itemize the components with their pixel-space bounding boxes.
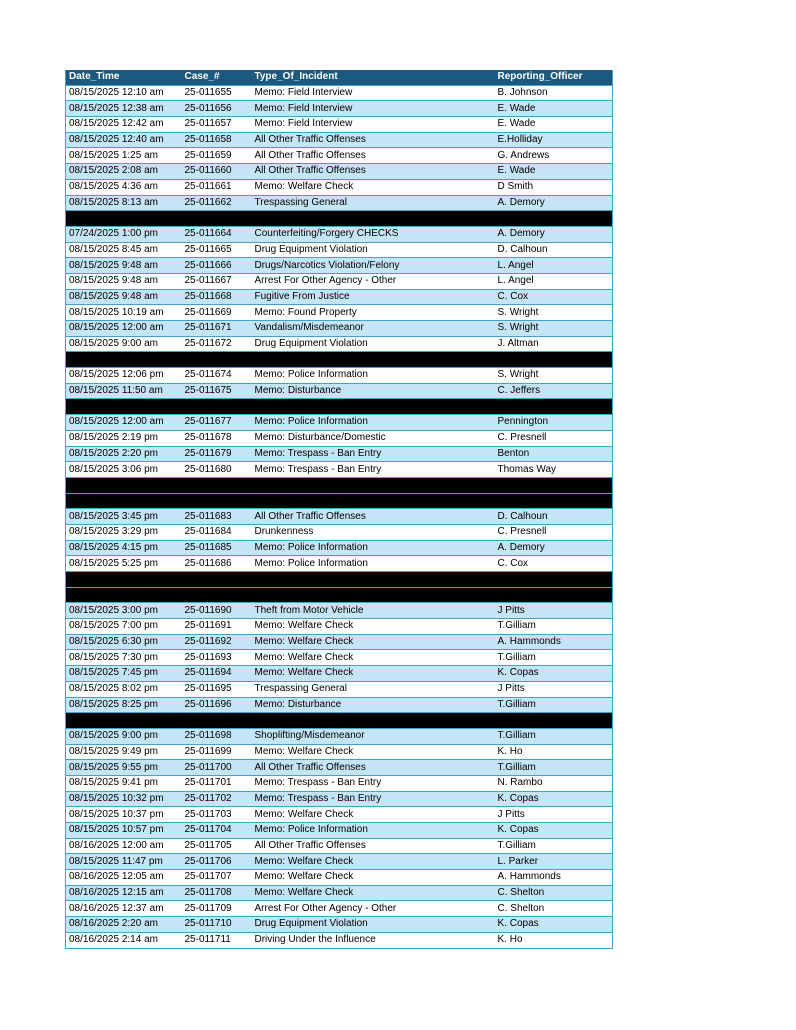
redacted-row xyxy=(66,713,613,729)
cell-type-of-incident: Drug Equipment Violation xyxy=(252,917,495,933)
cell-reporting-officer: G. Andrews xyxy=(495,148,613,164)
cell-type-of-incident: Trespassing General xyxy=(252,195,495,211)
cell-reporting-officer: S. Wright xyxy=(495,321,613,337)
cell-date-time: 08/15/2025 12:00 am xyxy=(66,321,182,337)
cell-type-of-incident: Theft from Motor Vehicle xyxy=(252,603,495,619)
cell-date-time: 08/16/2025 12:37 am xyxy=(66,901,182,917)
cell-case-number: 25-011703 xyxy=(182,807,252,823)
redacted-cell xyxy=(495,211,613,227)
cell-reporting-officer: C. Presnell xyxy=(495,430,613,446)
table-row xyxy=(66,917,613,933)
cell-date-time: 08/15/2025 10:32 pm xyxy=(66,791,182,807)
cell-type-of-incident: Memo: Disturbance/Domestic xyxy=(252,430,495,446)
header-case-number: Case_# xyxy=(182,70,252,85)
cell-case-number: 25-011691 xyxy=(182,619,252,635)
cell-case-number: 25-011659 xyxy=(182,148,252,164)
cell-type-of-incident: Memo: Welfare Check xyxy=(252,870,495,886)
cell-reporting-officer: D. Calhoun xyxy=(495,509,613,525)
table-row xyxy=(66,446,613,462)
redacted-row xyxy=(66,352,613,368)
cell-reporting-officer: L. Angel xyxy=(495,273,613,289)
cell-reporting-officer: J Pitts xyxy=(495,603,613,619)
cell-case-number: 25-011701 xyxy=(182,775,252,791)
cell-case-number: 25-011702 xyxy=(182,791,252,807)
cell-date-time: 08/15/2025 9:00 pm xyxy=(66,728,182,744)
redacted-cell xyxy=(252,352,495,368)
redacted-cell xyxy=(495,572,613,588)
cell-type-of-incident: All Other Traffic Offenses xyxy=(252,509,495,525)
cell-reporting-officer: T.Gilliam xyxy=(495,619,613,635)
table-row xyxy=(66,117,613,133)
table-row xyxy=(66,383,613,399)
cell-date-time: 08/15/2025 12:00 am xyxy=(66,415,182,431)
redacted-row xyxy=(66,399,613,415)
cell-reporting-officer: J Pitts xyxy=(495,807,613,823)
incident-log-table xyxy=(65,70,613,949)
cell-type-of-incident: Memo: Welfare Check xyxy=(252,179,495,195)
cell-type-of-incident: Drug Equipment Violation xyxy=(252,242,495,258)
cell-type-of-incident: Counterfeiting/Forgery CHECKS xyxy=(252,226,495,242)
cell-case-number: 25-011671 xyxy=(182,321,252,337)
cell-date-time: 08/15/2025 11:50 am xyxy=(66,383,182,399)
cell-case-number: 25-011656 xyxy=(182,101,252,117)
cell-case-number: 25-011678 xyxy=(182,430,252,446)
cell-date-time: 08/15/2025 9:49 pm xyxy=(66,744,182,760)
table-row xyxy=(66,195,613,211)
cell-date-time: 08/15/2025 6:30 pm xyxy=(66,634,182,650)
redacted-cell xyxy=(182,713,252,729)
redacted-cell xyxy=(182,477,252,493)
cell-date-time: 08/15/2025 9:48 am xyxy=(66,289,182,305)
cell-reporting-officer: T.Gilliam xyxy=(495,697,613,713)
table-row xyxy=(66,775,613,791)
cell-reporting-officer: C. Cox xyxy=(495,556,613,572)
cell-case-number: 25-011705 xyxy=(182,838,252,854)
cell-case-number: 25-011699 xyxy=(182,744,252,760)
redacted-cell xyxy=(495,477,613,493)
table-row xyxy=(66,321,613,337)
cell-date-time: 08/15/2025 7:00 pm xyxy=(66,619,182,635)
table-row xyxy=(66,728,613,744)
cell-reporting-officer: D Smith xyxy=(495,179,613,195)
redacted-cell xyxy=(252,493,495,509)
redacted-cell xyxy=(252,713,495,729)
cell-case-number: 25-011686 xyxy=(182,556,252,572)
cell-type-of-incident: All Other Traffic Offenses xyxy=(252,760,495,776)
cell-date-time: 08/16/2025 2:14 am xyxy=(66,932,182,948)
table-row xyxy=(66,242,613,258)
cell-type-of-incident: All Other Traffic Offenses xyxy=(252,132,495,148)
cell-type-of-incident: Memo: Police Information xyxy=(252,556,495,572)
table-row xyxy=(66,179,613,195)
cell-case-number: 25-011680 xyxy=(182,462,252,478)
cell-case-number: 25-011675 xyxy=(182,383,252,399)
redacted-cell xyxy=(252,211,495,227)
cell-case-number: 25-011685 xyxy=(182,540,252,556)
redacted-cell xyxy=(182,399,252,415)
cell-type-of-incident: Memo: Police Information xyxy=(252,368,495,384)
cell-date-time: 08/15/2025 3:06 pm xyxy=(66,462,182,478)
cell-case-number: 25-011695 xyxy=(182,681,252,697)
cell-date-time: 08/15/2025 3:45 pm xyxy=(66,509,182,525)
table-row xyxy=(66,524,613,540)
cell-date-time: 08/16/2025 12:00 am xyxy=(66,838,182,854)
redacted-cell xyxy=(66,211,182,227)
cell-reporting-officer: E. Wade xyxy=(495,117,613,133)
redacted-row xyxy=(66,477,613,493)
cell-reporting-officer: T.Gilliam xyxy=(495,728,613,744)
cell-date-time: 08/15/2025 1:25 am xyxy=(66,148,182,164)
cell-type-of-incident: All Other Traffic Offenses xyxy=(252,164,495,180)
cell-reporting-officer: A. Hammonds xyxy=(495,634,613,650)
header-type-of-incident: Type_Of_Incident xyxy=(252,70,495,85)
cell-case-number: 25-011658 xyxy=(182,132,252,148)
redacted-cell xyxy=(252,399,495,415)
table-row xyxy=(66,838,613,854)
cell-reporting-officer: Pennington xyxy=(495,415,613,431)
redacted-cell xyxy=(66,572,182,588)
cell-case-number: 25-011704 xyxy=(182,823,252,839)
cell-type-of-incident: Memo: Welfare Check xyxy=(252,854,495,870)
redacted-row xyxy=(66,587,613,603)
cell-case-number: 25-011700 xyxy=(182,760,252,776)
redacted-cell xyxy=(66,399,182,415)
table-row xyxy=(66,932,613,948)
cell-date-time: 08/15/2025 9:00 am xyxy=(66,336,182,352)
cell-date-time: 08/15/2025 3:00 pm xyxy=(66,603,182,619)
cell-case-number: 25-011657 xyxy=(182,117,252,133)
cell-date-time: 08/15/2025 9:41 pm xyxy=(66,775,182,791)
cell-reporting-officer: A. Demory xyxy=(495,540,613,556)
cell-date-time: 08/15/2025 12:06 pm xyxy=(66,368,182,384)
cell-reporting-officer: S. Wright xyxy=(495,368,613,384)
cell-case-number: 25-011665 xyxy=(182,242,252,258)
cell-type-of-incident: Memo: Trespass - Ban Entry xyxy=(252,446,495,462)
cell-date-time: 08/15/2025 5:25 pm xyxy=(66,556,182,572)
redacted-cell xyxy=(182,352,252,368)
cell-date-time: 08/15/2025 9:48 am xyxy=(66,258,182,274)
cell-case-number: 25-011683 xyxy=(182,509,252,525)
cell-reporting-officer: A. Demory xyxy=(495,226,613,242)
cell-type-of-incident: Trespassing General xyxy=(252,681,495,697)
cell-reporting-officer: K. Copas xyxy=(495,791,613,807)
header-row xyxy=(66,70,613,85)
cell-type-of-incident: Memo: Welfare Check xyxy=(252,650,495,666)
cell-type-of-incident: Memo: Trespass - Ban Entry xyxy=(252,775,495,791)
table-row xyxy=(66,681,613,697)
cell-type-of-incident: Memo: Field Interview xyxy=(252,85,495,101)
cell-type-of-incident: Memo: Field Interview xyxy=(252,101,495,117)
cell-case-number: 25-011655 xyxy=(182,85,252,101)
cell-date-time: 08/15/2025 11:47 pm xyxy=(66,854,182,870)
cell-date-time: 08/15/2025 8:02 pm xyxy=(66,681,182,697)
cell-case-number: 25-011711 xyxy=(182,932,252,948)
header-date-time: Date_Time xyxy=(66,70,182,85)
cell-case-number: 25-011679 xyxy=(182,446,252,462)
cell-type-of-incident: Drug Equipment Violation xyxy=(252,336,495,352)
cell-date-time: 08/15/2025 12:38 am xyxy=(66,101,182,117)
table-row xyxy=(66,509,613,525)
cell-reporting-officer: K. Ho xyxy=(495,932,613,948)
cell-case-number: 25-011694 xyxy=(182,666,252,682)
redacted-cell xyxy=(182,211,252,227)
cell-type-of-incident: Memo: Welfare Check xyxy=(252,885,495,901)
cell-date-time: 08/16/2025 12:15 am xyxy=(66,885,182,901)
cell-case-number: 25-011693 xyxy=(182,650,252,666)
cell-type-of-incident: Memo: Field Interview xyxy=(252,117,495,133)
cell-reporting-officer: D. Calhoun xyxy=(495,242,613,258)
cell-reporting-officer: Benton xyxy=(495,446,613,462)
table-header xyxy=(66,70,613,85)
cell-reporting-officer: L. Parker xyxy=(495,854,613,870)
cell-case-number: 25-011666 xyxy=(182,258,252,274)
cell-case-number: 25-011709 xyxy=(182,901,252,917)
redacted-cell xyxy=(252,587,495,603)
table-row xyxy=(66,462,613,478)
cell-reporting-officer: C. Cox xyxy=(495,289,613,305)
table-row xyxy=(66,132,613,148)
cell-date-time: 08/15/2025 12:40 am xyxy=(66,132,182,148)
cell-date-time: 07/24/2025 1:00 pm xyxy=(66,226,182,242)
cell-reporting-officer: J. Altman xyxy=(495,336,613,352)
table-row xyxy=(66,164,613,180)
table-row xyxy=(66,603,613,619)
table-row xyxy=(66,650,613,666)
cell-case-number: 25-011684 xyxy=(182,524,252,540)
cell-date-time: 08/15/2025 10:19 am xyxy=(66,305,182,321)
table-row xyxy=(66,619,613,635)
cell-type-of-incident: Fugitive From Justice xyxy=(252,289,495,305)
cell-type-of-incident: All Other Traffic Offenses xyxy=(252,838,495,854)
redacted-cell xyxy=(252,572,495,588)
cell-reporting-officer: L. Angel xyxy=(495,258,613,274)
cell-reporting-officer: T.Gilliam xyxy=(495,838,613,854)
cell-reporting-officer: T.Gilliam xyxy=(495,760,613,776)
cell-type-of-incident: Shoplifting/Misdemeanor xyxy=(252,728,495,744)
cell-date-time: 08/15/2025 7:45 pm xyxy=(66,666,182,682)
cell-case-number: 25-011698 xyxy=(182,728,252,744)
table-row xyxy=(66,336,613,352)
cell-case-number: 25-011706 xyxy=(182,854,252,870)
cell-type-of-incident: Arrest For Other Agency - Other xyxy=(252,901,495,917)
cell-reporting-officer: K. Ho xyxy=(495,744,613,760)
cell-case-number: 25-011677 xyxy=(182,415,252,431)
redacted-cell xyxy=(495,587,613,603)
cell-type-of-incident: Memo: Police Information xyxy=(252,823,495,839)
cell-reporting-officer: S. Wright xyxy=(495,305,613,321)
cell-type-of-incident: All Other Traffic Offenses xyxy=(252,148,495,164)
cell-date-time: 08/16/2025 12:05 am xyxy=(66,870,182,886)
cell-case-number: 25-011690 xyxy=(182,603,252,619)
cell-case-number: 25-011669 xyxy=(182,305,252,321)
redacted-row xyxy=(66,493,613,509)
table-row xyxy=(66,666,613,682)
cell-case-number: 25-011708 xyxy=(182,885,252,901)
cell-date-time: 08/15/2025 4:36 am xyxy=(66,179,182,195)
table-row xyxy=(66,85,613,101)
redacted-row xyxy=(66,572,613,588)
cell-date-time: 08/15/2025 12:42 am xyxy=(66,117,182,133)
table-row xyxy=(66,305,613,321)
cell-reporting-officer: C. Jeffers xyxy=(495,383,613,399)
table-row xyxy=(66,226,613,242)
cell-case-number: 25-011672 xyxy=(182,336,252,352)
table-row xyxy=(66,697,613,713)
cell-case-number: 25-011661 xyxy=(182,179,252,195)
cell-reporting-officer: E. Wade xyxy=(495,164,613,180)
redacted-cell xyxy=(182,493,252,509)
table-row xyxy=(66,556,613,572)
table-row xyxy=(66,823,613,839)
redacted-cell xyxy=(495,399,613,415)
cell-reporting-officer: K. Copas xyxy=(495,917,613,933)
cell-reporting-officer: J Pitts xyxy=(495,681,613,697)
cell-type-of-incident: Memo: Welfare Check xyxy=(252,619,495,635)
cell-reporting-officer: E.Holliday xyxy=(495,132,613,148)
cell-date-time: 08/15/2025 10:37 pm xyxy=(66,807,182,823)
cell-reporting-officer: A. Hammonds xyxy=(495,870,613,886)
cell-type-of-incident: Memo: Trespass - Ban Entry xyxy=(252,462,495,478)
cell-type-of-incident: Drunkenness xyxy=(252,524,495,540)
cell-type-of-incident: Memo: Welfare Check xyxy=(252,666,495,682)
table-row xyxy=(66,148,613,164)
cell-date-time: 08/15/2025 9:55 pm xyxy=(66,760,182,776)
table-row xyxy=(66,870,613,886)
cell-type-of-incident: Memo: Disturbance xyxy=(252,697,495,713)
cell-reporting-officer: C. Shelton xyxy=(495,901,613,917)
cell-reporting-officer: E. Wade xyxy=(495,101,613,117)
cell-date-time: 08/15/2025 8:13 am xyxy=(66,195,182,211)
cell-reporting-officer: C. Shelton xyxy=(495,885,613,901)
cell-reporting-officer: Thomas Way xyxy=(495,462,613,478)
table-row xyxy=(66,540,613,556)
cell-type-of-incident: Memo: Welfare Check xyxy=(252,634,495,650)
table-row xyxy=(66,258,613,274)
cell-date-time: 08/15/2025 2:19 pm xyxy=(66,430,182,446)
table-row xyxy=(66,273,613,289)
cell-date-time: 08/15/2025 10:57 pm xyxy=(66,823,182,839)
table-row xyxy=(66,901,613,917)
cell-case-number: 25-011696 xyxy=(182,697,252,713)
cell-date-time: 08/15/2025 3:29 pm xyxy=(66,524,182,540)
table-row xyxy=(66,101,613,117)
table-row xyxy=(66,885,613,901)
cell-type-of-incident: Memo: Welfare Check xyxy=(252,807,495,823)
cell-case-number: 25-011674 xyxy=(182,368,252,384)
redacted-cell xyxy=(495,493,613,509)
cell-case-number: 25-011660 xyxy=(182,164,252,180)
cell-date-time: 08/15/2025 7:30 pm xyxy=(66,650,182,666)
cell-case-number: 25-011664 xyxy=(182,226,252,242)
cell-reporting-officer: N. Rambo xyxy=(495,775,613,791)
cell-reporting-officer: T.Gilliam xyxy=(495,650,613,666)
table-row xyxy=(66,760,613,776)
header-reporting-officer: Reporting_Officer xyxy=(495,70,613,85)
cell-date-time: 08/15/2025 2:08 am xyxy=(66,164,182,180)
cell-reporting-officer: K. Copas xyxy=(495,666,613,682)
cell-type-of-incident: Memo: Police Information xyxy=(252,415,495,431)
table-row xyxy=(66,854,613,870)
cell-date-time: 08/15/2025 8:25 pm xyxy=(66,697,182,713)
cell-type-of-incident: Vandalism/Misdemeanor xyxy=(252,321,495,337)
cell-type-of-incident: Memo: Trespass - Ban Entry xyxy=(252,791,495,807)
cell-reporting-officer: C. Presnell xyxy=(495,524,613,540)
redacted-cell xyxy=(66,352,182,368)
cell-reporting-officer: B. Johnson xyxy=(495,85,613,101)
table-row xyxy=(66,430,613,446)
redacted-cell xyxy=(182,572,252,588)
table-row xyxy=(66,634,613,650)
cell-date-time: 08/15/2025 8:45 am xyxy=(66,242,182,258)
cell-date-time: 08/15/2025 9:48 am xyxy=(66,273,182,289)
cell-date-time: 08/16/2025 2:20 am xyxy=(66,917,182,933)
table-row xyxy=(66,368,613,384)
table-row xyxy=(66,744,613,760)
cell-type-of-incident: Arrest For Other Agency - Other xyxy=(252,273,495,289)
table-row xyxy=(66,807,613,823)
cell-type-of-incident: Drugs/Narcotics Violation/Felony xyxy=(252,258,495,274)
cell-type-of-incident: Memo: Police Information xyxy=(252,540,495,556)
cell-case-number: 25-011668 xyxy=(182,289,252,305)
cell-case-number: 25-011710 xyxy=(182,917,252,933)
table-row xyxy=(66,289,613,305)
redacted-cell xyxy=(66,713,182,729)
table-body xyxy=(66,85,613,948)
cell-date-time: 08/15/2025 12:10 am xyxy=(66,85,182,101)
redacted-cell xyxy=(252,477,495,493)
cell-type-of-incident: Driving Under the Influence xyxy=(252,932,495,948)
redacted-cell xyxy=(66,587,182,603)
redacted-row xyxy=(66,211,613,227)
cell-type-of-incident: Memo: Welfare Check xyxy=(252,744,495,760)
cell-case-number: 25-011667 xyxy=(182,273,252,289)
table-row xyxy=(66,791,613,807)
cell-date-time: 08/15/2025 2:20 pm xyxy=(66,446,182,462)
cell-type-of-incident: Memo: Found Property xyxy=(252,305,495,321)
redacted-cell xyxy=(495,713,613,729)
cell-case-number: 25-011662 xyxy=(182,195,252,211)
table-row xyxy=(66,415,613,431)
redacted-cell xyxy=(66,477,182,493)
cell-case-number: 25-011692 xyxy=(182,634,252,650)
redacted-cell xyxy=(66,493,182,509)
cell-case-number: 25-011707 xyxy=(182,870,252,886)
cell-date-time: 08/15/2025 4:15 pm xyxy=(66,540,182,556)
cell-reporting-officer: A. Demory xyxy=(495,195,613,211)
cell-type-of-incident: Memo: Disturbance xyxy=(252,383,495,399)
cell-reporting-officer: K. Copas xyxy=(495,823,613,839)
redacted-cell xyxy=(182,587,252,603)
redacted-cell xyxy=(495,352,613,368)
